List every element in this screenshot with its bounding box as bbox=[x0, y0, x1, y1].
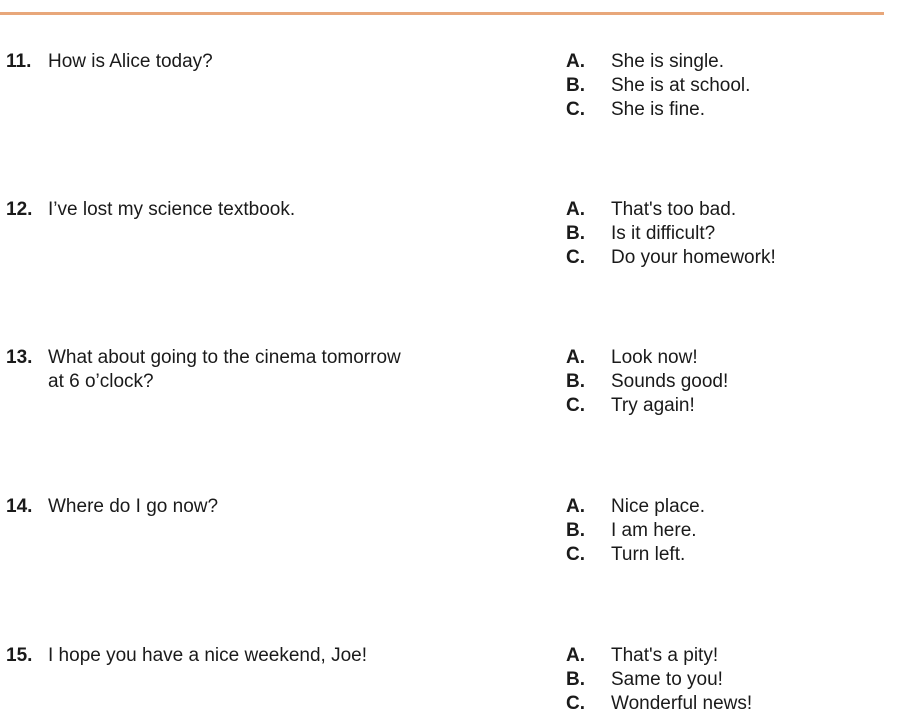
option-letter: C. bbox=[566, 693, 585, 714]
option-letter: C. bbox=[566, 395, 585, 416]
option-a[interactable] bbox=[566, 346, 728, 370]
question-text bbox=[48, 644, 448, 668]
option-b[interactable] bbox=[566, 668, 752, 692]
answer-options bbox=[566, 346, 728, 418]
option-a[interactable] bbox=[566, 198, 776, 222]
option-a[interactable] bbox=[566, 50, 750, 74]
option-text: Try again! bbox=[611, 395, 695, 416]
option-text: Same to you! bbox=[611, 669, 723, 690]
option-letter: B. bbox=[566, 75, 585, 96]
option-a[interactable] bbox=[566, 644, 752, 668]
option-a[interactable] bbox=[566, 495, 705, 519]
option-text: That's too bad. bbox=[611, 199, 737, 220]
option-letter: A. bbox=[566, 496, 585, 517]
answer-options bbox=[566, 495, 705, 567]
option-b[interactable] bbox=[566, 519, 705, 543]
question-line: I hope you have a nice weekend, Joe! bbox=[48, 645, 368, 666]
question-15 bbox=[0, 644, 920, 724]
option-letter: B. bbox=[566, 223, 585, 244]
question-text bbox=[48, 198, 448, 222]
option-text: Wonderful news! bbox=[611, 693, 753, 714]
answer-options bbox=[566, 50, 750, 122]
option-letter: C. bbox=[566, 544, 585, 565]
option-text: Do your homework! bbox=[611, 247, 776, 268]
question-number: 14. bbox=[6, 496, 33, 517]
option-letter: A. bbox=[566, 347, 585, 368]
question-line: at 6 o’clock? bbox=[48, 371, 154, 392]
question-number: 15. bbox=[6, 645, 33, 666]
option-text: She is single. bbox=[611, 51, 725, 72]
option-letter: B. bbox=[566, 669, 585, 690]
option-c[interactable] bbox=[566, 543, 705, 567]
option-text: Is it difficult? bbox=[611, 223, 716, 244]
option-c[interactable] bbox=[566, 246, 776, 270]
option-letter: A. bbox=[566, 645, 585, 666]
option-text: That's a pity! bbox=[611, 645, 719, 666]
option-text: I am here. bbox=[611, 520, 697, 541]
option-b[interactable] bbox=[566, 74, 750, 98]
option-letter: C. bbox=[566, 99, 585, 120]
question-text bbox=[48, 495, 448, 519]
option-text: She is fine. bbox=[611, 99, 705, 120]
question-13 bbox=[0, 346, 920, 426]
question-text bbox=[48, 50, 448, 74]
option-letter: A. bbox=[566, 199, 585, 220]
option-c[interactable] bbox=[566, 692, 752, 716]
question-14 bbox=[0, 495, 920, 575]
option-b[interactable] bbox=[566, 370, 728, 394]
question-line: What about going to the cinema tomorrow bbox=[48, 347, 401, 368]
option-text: Turn left. bbox=[611, 544, 686, 565]
option-letter: B. bbox=[566, 520, 585, 541]
top-divider bbox=[0, 12, 884, 15]
option-text: She is at school. bbox=[611, 75, 751, 96]
answer-options bbox=[566, 644, 752, 716]
question-line: I’ve lost my science textbook. bbox=[48, 199, 296, 220]
question-number: 11. bbox=[6, 51, 32, 72]
option-text: Nice place. bbox=[611, 496, 705, 517]
option-c[interactable] bbox=[566, 394, 728, 418]
option-text: Look now! bbox=[611, 347, 698, 368]
question-text bbox=[48, 346, 448, 394]
option-c[interactable] bbox=[566, 98, 750, 122]
option-text: Sounds good! bbox=[611, 371, 729, 392]
option-letter: A. bbox=[566, 51, 585, 72]
question-11 bbox=[0, 50, 920, 130]
question-number: 12. bbox=[6, 199, 33, 220]
option-b[interactable] bbox=[566, 222, 776, 246]
question-line: How is Alice today? bbox=[48, 51, 213, 72]
option-letter: B. bbox=[566, 371, 585, 392]
option-letter: C. bbox=[566, 247, 585, 268]
question-12 bbox=[0, 198, 920, 278]
answer-options bbox=[566, 198, 776, 270]
question-number: 13. bbox=[6, 347, 33, 368]
question-line: Where do I go now? bbox=[48, 496, 219, 517]
